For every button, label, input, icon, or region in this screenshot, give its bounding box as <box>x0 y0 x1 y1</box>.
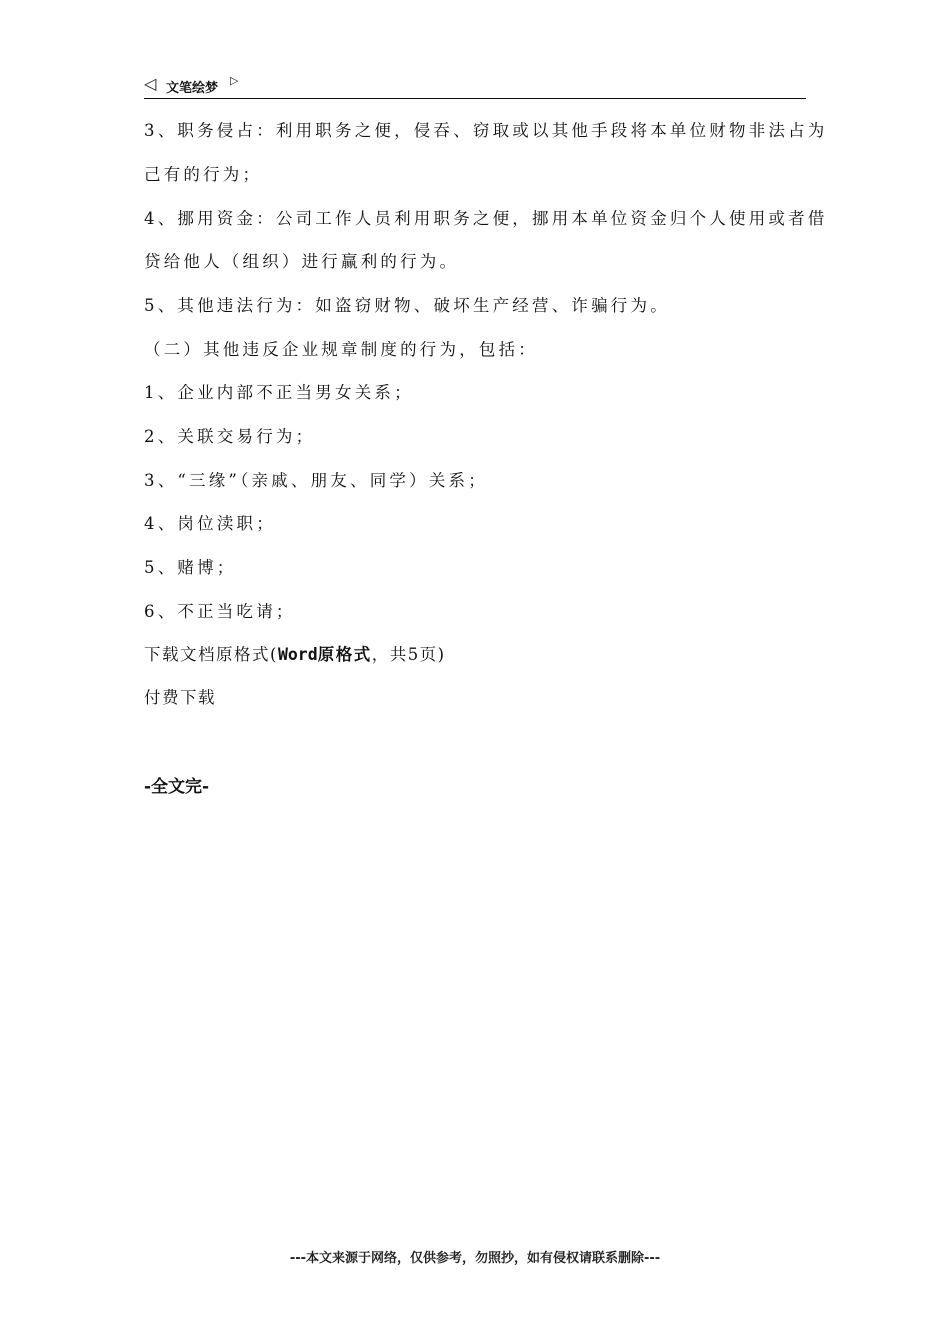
end-of-document-mark: -全文完- <box>144 777 210 797</box>
body-line: 5、赌博； <box>144 558 237 577</box>
header-title: 文笔绘梦 <box>166 81 219 96</box>
page-header <box>144 72 806 99</box>
body-line: 4、岗位渎职； <box>144 514 276 533</box>
download-original-link[interactable] <box>144 641 446 665</box>
triangle-right-icon: ▷ <box>230 74 239 87</box>
body-line: 3、“三缘”（亲戚、朋友、同学）关系； <box>144 471 488 490</box>
download-word: Word <box>277 645 318 664</box>
body-line: 贷给他人（组织）进行赢利的行为。 <box>144 252 460 271</box>
download-bold-text: 原格式 <box>317 645 372 664</box>
body-line: 己有的行为； <box>144 165 263 184</box>
body-line: 6、不正当吃请； <box>144 602 296 621</box>
body-line: 2、关联交易行为； <box>144 427 316 446</box>
body-line: 3、职务侵占：利用职务之便，侵吞、窃取或以其他手段将本单位财物非法占为 <box>144 121 828 140</box>
body-line: 1、企业内部不正当男女关系； <box>144 383 414 402</box>
footer-disclaimer: ---本文来源于网络，仅供参考，勿照抄，如有侵权请联系删除--- <box>289 1251 661 1266</box>
download-prefix: 下载文档原格式( <box>144 645 278 664</box>
paid-download-link[interactable]: 付费下载 <box>144 688 216 707</box>
body-line: （二）其他违反企业规章制度的行为，包括： <box>144 340 538 359</box>
triangle-left-icon: ◁ <box>144 74 157 93</box>
download-suffix: ，共5页) <box>371 645 446 664</box>
body-line: 5、其他违法行为：如盗窃财物、破坏生产经营、诈骗行为。 <box>144 296 670 315</box>
body-line: 4、挪用资金：公司工作人员利用职务之便，挪用本单位资金归个人使用或者借 <box>144 209 828 228</box>
